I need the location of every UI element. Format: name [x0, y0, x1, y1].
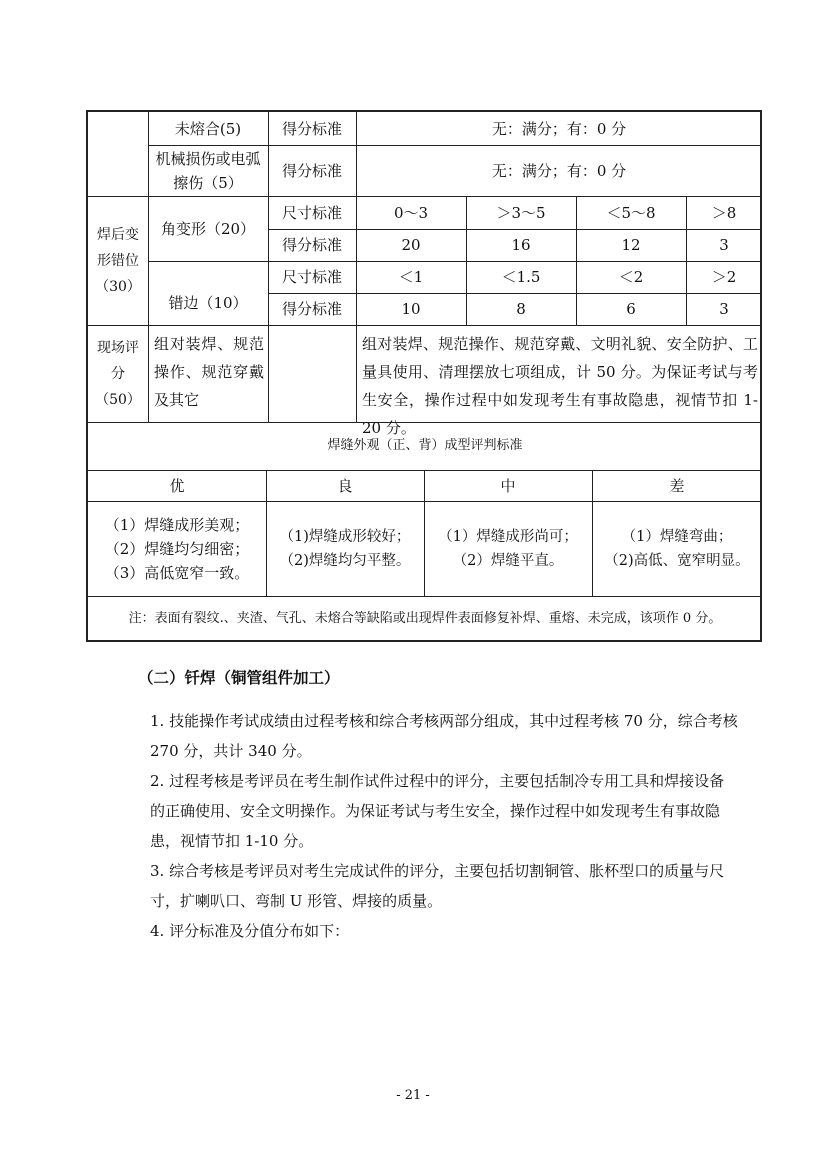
angle-size-cell: ＞8: [711, 203, 737, 222]
item-misalignment: 错边（10）: [168, 294, 248, 312]
angle-score-cell: 12: [621, 236, 641, 254]
paragraph-3: 3. 综合考核是考评员对考生完成试件的评分，主要包括切割铜管、胀杯型口的质量与尺寸，扩喇叭口、弯制 U 形管、焊接的质量。: [150, 862, 725, 910]
label-score-standard: 得分标准: [281, 161, 342, 180]
angle-score-cell: 16: [511, 236, 531, 254]
appearance-title: 焊缝外观（正、背）成型评判标准: [327, 438, 523, 453]
grade-good: 良: [337, 476, 353, 495]
angle-size-cell: ＜5～8: [606, 203, 656, 222]
paragraph-1: 1. 技能操作考试成绩由过程考核和综合考核两部分组成，其中过程考核 70 分，综合考核 270 分，共计 340 分。: [150, 712, 738, 760]
label-score-standard: 得分标准: [281, 300, 342, 318]
angle-score-cell: 3: [719, 236, 729, 254]
misalign-score-cell: 3: [719, 300, 729, 318]
misalign-score-cell: 8: [516, 300, 526, 318]
misalign-size-cell: ＜1: [398, 268, 424, 286]
misalign-score-cell: 6: [626, 300, 636, 318]
label-score-standard: 得分标准: [281, 119, 342, 138]
label-size-standard: 尺寸标准: [281, 268, 342, 286]
item-unfused: 未熔合(5): [174, 119, 242, 138]
angle-size-cell: 0～3: [393, 203, 429, 222]
label-score-standard: 得分标准: [281, 236, 342, 254]
section-heading: （二）钎焊（铜管组件加工）: [138, 669, 340, 687]
paragraph-4: 4. 评分标准及分值分布如下：: [150, 922, 350, 940]
misalign-size-cell: ＜1.5: [501, 268, 541, 286]
misalign-size-cell: ＜2: [618, 268, 644, 286]
criteria-mechanical-damage: 无：满分；有：0 分: [491, 161, 627, 180]
item-onsite: 组对装焊、规范操作、规范穿戴及其它: [154, 335, 264, 409]
table-note: 注：表面有裂纹.、夹渣、气孔、未熔合等缺陷或出现焊件表面修复补焊、重熔、未完成，该项作 0 分。: [128, 611, 722, 626]
angle-score-cell: 20: [401, 236, 421, 254]
category-onsite: 现场评分（50）: [95, 339, 141, 408]
criteria-onsite: 组对装焊、规范操作、规范穿戴、文明礼貌、安全防护、工量具使用、清理摆放七项组成，计 50 分。为保证考试与考生安全，操作过程中如发现考生有事故隐患，视情节扣 1-20 分。: [362, 335, 758, 437]
misalign-score-cell: 10: [401, 300, 421, 318]
item-angular-deformation: 角变形（20）: [160, 219, 256, 238]
label-size-standard: 尺寸标准: [281, 203, 342, 222]
desc-medium: （1）焊缝成形尚可； （2）焊缝平直。: [438, 528, 578, 569]
desc-poor: （1）焊缝弯曲； （2)高低、宽窄明显。: [604, 528, 750, 569]
desc-good: （1)焊缝成形较好； （2)焊缝均匀平整。: [279, 528, 411, 569]
paragraph-2: 2. 过程考核是考评员在考生制作试件过程中的评分，主要包括制冷专用工具和焊接设备的正确使用、安全文明操作。为保证考试与考生安全，操作过程中如发现考生有事故隐患，视情节扣 1-10 分。: [150, 772, 725, 850]
angle-size-cell: ＞3～5: [496, 203, 546, 222]
criteria-unfused: 无：满分；有：0 分: [491, 119, 627, 138]
grade-poor: 差: [669, 476, 685, 495]
page-number: - 21 -: [396, 1088, 430, 1103]
grade-medium: 中: [500, 476, 516, 495]
scoring-table: [86, 110, 762, 642]
misalign-size-cell: ＞2: [711, 268, 737, 286]
item-mechanical-damage: 机械损伤或电弧擦伤（5）: [155, 149, 261, 192]
grade-excellent: 优: [169, 476, 185, 495]
desc-excellent: （1）焊缝成形美观； （2）焊缝均匀细密； （3）高低宽窄一致。: [104, 515, 250, 582]
category-deformation: 焊后变形错位（30）: [95, 227, 141, 295]
